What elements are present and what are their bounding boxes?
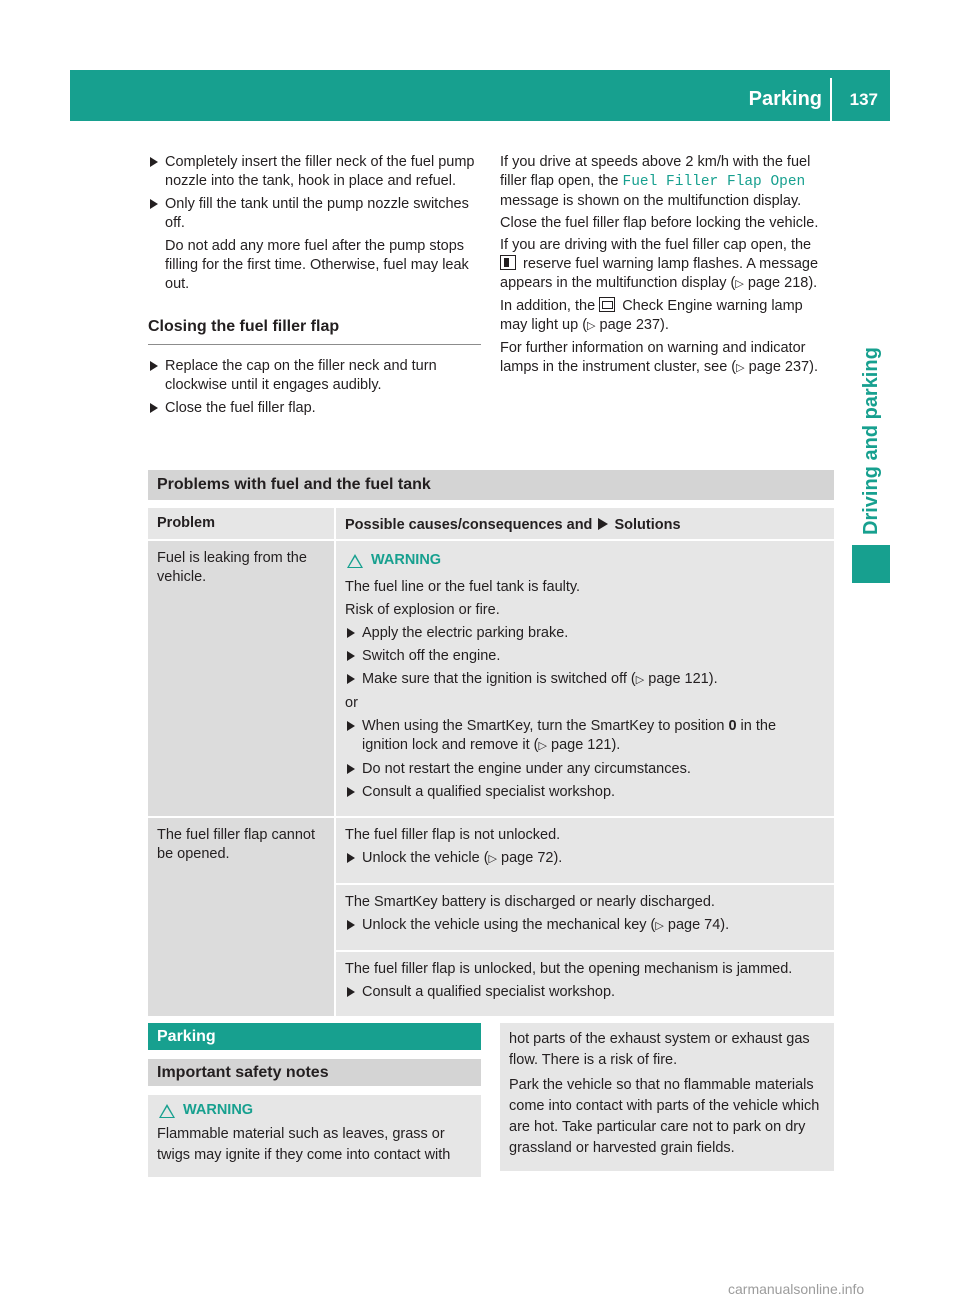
or-text: or [345, 695, 358, 711]
safety-notes-heading: Important safety notes [148, 1059, 481, 1086]
side-marker [852, 545, 890, 583]
display-message: Fuel Filler Flap Open [622, 174, 806, 190]
column-header-problem: Problem [148, 508, 334, 539]
solution-step: Consult a qualified specialist workshop. [345, 783, 825, 802]
solution-step: Unlock the vehicle using the mechanical key (▷ page 74). [345, 916, 825, 936]
table-title-band [148, 470, 834, 500]
cause-text: Risk of explosion or fire. [345, 602, 500, 618]
page-ref-icon: ▷ [587, 320, 596, 332]
parking-section [148, 1023, 481, 1177]
page-ref-icon: ▷ [488, 853, 497, 865]
table-row [148, 541, 834, 816]
warning-text: Flammable material such as leaves, grass or twigs may ignite if they come into contact with [157, 1126, 451, 1163]
page-ref[interactable]: page 121). [648, 671, 718, 687]
chapter-title: Parking [748, 88, 822, 110]
left-column [148, 153, 481, 422]
solution-step: Apply the electric parking brake. [345, 624, 825, 643]
page-ref-icon: ▷ [655, 920, 664, 932]
page-header [70, 70, 890, 121]
paragraph: Close the fuel filler flap before locking the vehicle. [500, 215, 819, 231]
solution-step: Make sure that the ignition is switched off (▷ page 121). [345, 670, 825, 690]
instruction-step: Only fill the tank until the pump nozzle switches off. [148, 195, 481, 233]
page-ref-icon: ▷ [635, 674, 645, 686]
problem-cell: The fuel filler flap cannot be opened. [148, 818, 334, 1016]
solution-step: Switch off the engine. [345, 647, 825, 666]
cause-cell [336, 952, 834, 1016]
page-ref[interactable]: page 218). [747, 275, 818, 291]
page-ref-icon: ▷ [735, 278, 744, 290]
cause-text: The fuel line or the fuel tank is faulty. [345, 579, 581, 595]
instruction-step: Completely insert the filler neck of the fuel pump nozzle into the tank, hook in place and refuel. [148, 153, 481, 191]
page-ref[interactable]: page 237). [748, 359, 818, 375]
solution-step: Do not restart the engine under any circumstances. [345, 760, 825, 779]
solution-arrow-icon [598, 518, 608, 530]
parking-warning-box [148, 1095, 481, 1177]
right-column [500, 153, 834, 381]
cause-text: The fuel filler flap is unlocked, but the opening mechanism is jammed. [345, 961, 793, 977]
solution-step: Unlock the vehicle (▷ page 72). [345, 849, 825, 869]
table-header [148, 508, 834, 539]
page-ref-icon: ▷ [736, 362, 745, 374]
page-ref[interactable]: page 74). [667, 917, 730, 933]
paragraph: In addition, the Check Engine warning lamp may light up (▷ page 237). [500, 298, 803, 333]
problems-table [148, 508, 834, 1018]
solutions-cell [336, 541, 834, 816]
instruction-note: Do not add any more fuel after the pump stops filling for the first time. Otherwise, fuel may leak out. [165, 238, 469, 292]
warning-cell [336, 541, 834, 816]
parking-warning-continued [500, 1023, 834, 1171]
solution-step: Consult a qualified specialist workshop. [345, 983, 825, 1002]
column-header-solutions: Possible causes/consequences and Solutions [336, 508, 834, 539]
warning-triangle-icon [347, 554, 363, 568]
problem-cell: Fuel is leaking from the vehicle. [148, 541, 334, 816]
header-divider [830, 78, 832, 121]
cause-text: The fuel filler flap is not unlocked. [345, 827, 561, 843]
cause-cell [336, 885, 834, 950]
watermark: carmanualsonline.info [728, 1281, 865, 1297]
warning-heading: WARNING [157, 1101, 472, 1120]
paragraph: If you drive at speeds above 2 km/h with the fuel filler flap open, the Fuel Filler Flap Open message is shown on the multifunction display. [500, 154, 811, 209]
warning-triangle-icon [159, 1104, 175, 1118]
page-number: 137 [849, 90, 878, 109]
instruction-step: Close the fuel filler flap. [148, 399, 481, 418]
solution-step: When using the SmartKey, turn the SmartKey to position 0 in the ignition lock and remove it (▷ page 121). [345, 717, 825, 756]
side-chapter-label: Driving and parking [860, 347, 882, 535]
warning-text: hot parts of the exhaust system or exhaust gas flow. There is a risk of fire. [509, 1031, 810, 1068]
paragraph: If you are driving with the fuel filler cap open, the reserve fuel warning lamp flashes. A message appears in the multifunction display (▷ page 218). [500, 237, 819, 291]
page-ref[interactable]: page 121). [551, 737, 621, 753]
table-row [148, 818, 834, 1016]
cause-text: The SmartKey battery is discharged or nearly discharged. [345, 894, 715, 910]
solutions-cell [336, 818, 834, 1016]
instruction-step: Replace the cap on the filler neck and turn clockwise until it engages audibly. [148, 357, 481, 395]
page-ref-icon: ▷ [538, 740, 547, 752]
page-ref[interactable]: page 237). [599, 317, 669, 333]
table-title: Problems with fuel and the fuel tank [157, 476, 431, 493]
page-ref[interactable]: page 72). [501, 850, 563, 866]
parking-heading: Parking [148, 1023, 481, 1050]
warning-heading: WARNING [345, 551, 825, 570]
warning-text: Park the vehicle so that no flammable materials come into contact with parts of the vehicle which are hot. Take particular care not to park on dry grassland or harvested grain fields. [509, 1077, 820, 1156]
side-chapter-tab [852, 240, 890, 535]
paragraph: For further information on warning and indicator lamps in the instrument cluster, see (▷ page 237). [500, 340, 818, 375]
section-heading: Closing the fuel filler flap [148, 316, 481, 345]
fuel-warning-lamp-icon [500, 255, 516, 270]
cause-cell [336, 818, 834, 883]
check-engine-icon [599, 297, 615, 312]
